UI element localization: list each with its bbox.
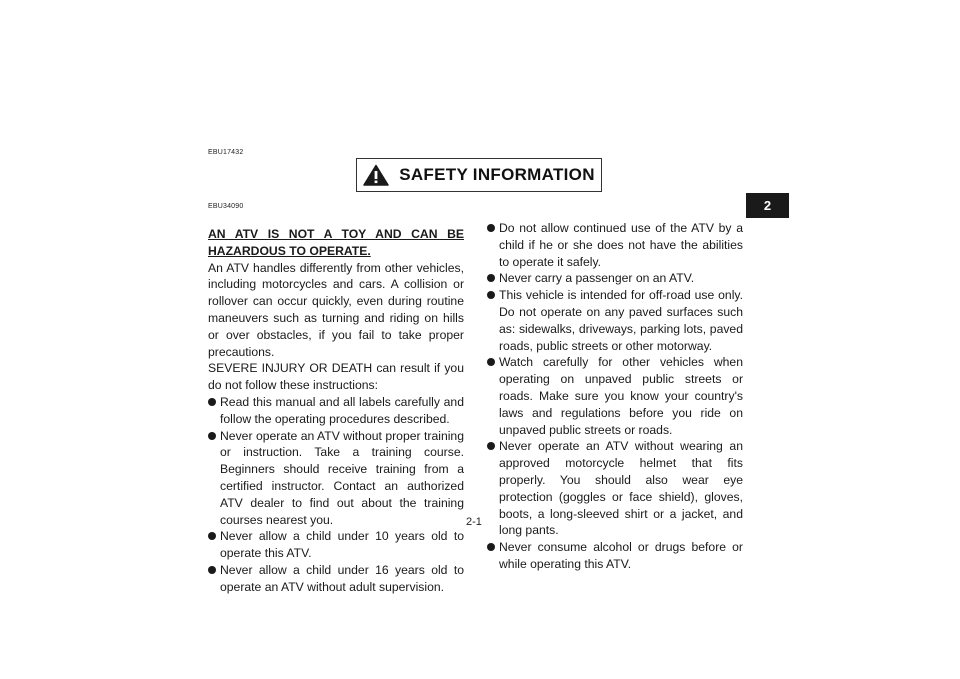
warning-heading: AN ATV IS NOT A TOY AND CAN BE HAZARDOUS TO OPERATE.	[208, 227, 464, 258]
list-item: Never allow a child under 10 years old to operate this ATV.	[208, 528, 464, 562]
bullet-icon	[487, 224, 495, 232]
chapter-tab: 2	[746, 193, 789, 218]
right-bullet-list	[487, 220, 743, 573]
bullet-icon	[208, 432, 216, 440]
left-column	[208, 226, 464, 596]
warning-paragraph: SEVERE INJURY OR DEATH can result if you do not follow these instructions:	[208, 361, 464, 393]
list-item: Never carry a passenger on an ATV.	[487, 270, 743, 287]
bullet-icon	[487, 442, 495, 450]
intro-paragraph: An ATV handles differently from other vehicles, including motorcycles and cars. A collision or rollover can occur quickly, even during routine maneuvers such as turning and riding on hills or over obstacles, if you fail to take proper precautions.	[208, 260, 464, 359]
list-item: Watch carefully for other vehicles when operating on unpaved public streets or roads. Make sure you know your country's laws and regulations before you ride on unpaved public streets or roads.	[487, 354, 743, 438]
section-title-box	[356, 158, 602, 192]
bullet-icon	[487, 358, 495, 366]
bullet-icon	[487, 291, 495, 299]
list-item: This vehicle is intended for off-road use only. Do not operate on any paved surfaces such as: sidewalks, driveways, parking lots, paved roads, public streets or other motorway.	[487, 287, 743, 354]
document-code-middle: EBU34090	[208, 203, 244, 210]
right-column	[487, 220, 743, 573]
page-number: 2-1	[466, 516, 482, 528]
list-item: Never operate an ATV without proper training or instruction. Take a training course. Beginners should receive training from a certified instructor. Contact an authorized ATV dealer to find out about the training courses nearest you.	[208, 428, 464, 529]
warning-triangle-icon	[363, 164, 389, 186]
bullet-icon	[208, 398, 216, 406]
list-item: Do not allow continued use of the ATV by a child if he or she does not have the abilities to operate it safely.	[487, 220, 743, 270]
bullet-icon	[208, 566, 216, 574]
list-item: Never consume alcohol or drugs before or while operating this ATV.	[487, 539, 743, 573]
bullet-icon	[487, 543, 495, 551]
bullet-icon	[487, 274, 495, 282]
left-bullet-list	[208, 394, 464, 596]
section-title: SAFETY INFORMATION	[399, 165, 595, 184]
bullet-icon	[208, 532, 216, 540]
list-item: Read this manual and all labels carefully and follow the operating procedures described.	[208, 394, 464, 428]
list-item: Never allow a child under 16 years old to operate an ATV without adult supervision.	[208, 562, 464, 596]
list-item: Never operate an ATV without wearing an approved motorcycle helmet that fits properly. You should also wear eye protection (goggles or face shield), gloves, boots, a long-sleeved shirt or a jacket, and long pants.	[487, 438, 743, 539]
document-code-top: EBU17432	[208, 149, 244, 156]
